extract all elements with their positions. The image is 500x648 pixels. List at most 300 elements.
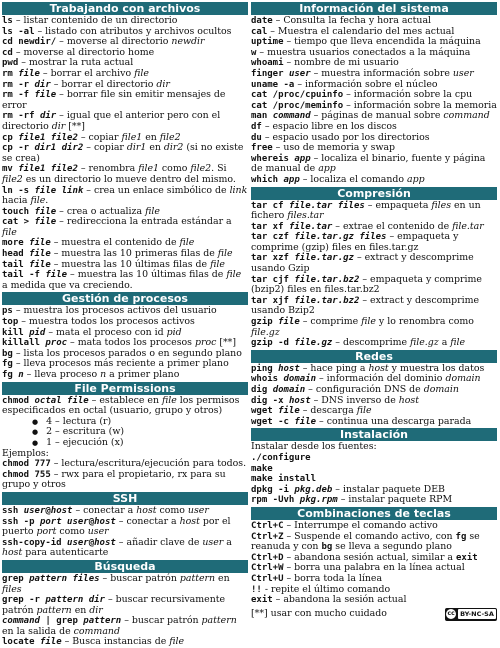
section-title-instalacion: Instalación xyxy=(251,428,497,441)
section-archivos xyxy=(2,16,248,291)
section-sistema xyxy=(251,16,497,186)
entry-text: – comprime xyxy=(299,316,362,328)
entry-text: Ctrl+C xyxy=(251,520,284,531)
entry-text: – espacio usado por los directorios xyxy=(261,131,430,143)
entry-text: (si no existe se crea) xyxy=(2,142,244,164)
entry-text: – buscar recursivamente patrón xyxy=(2,594,226,616)
entry-text: cal xyxy=(251,26,268,37)
entry-text: port xyxy=(36,526,57,538)
entry-text: – borrar el directorio xyxy=(50,78,157,90)
entry-text: df xyxy=(251,121,262,132)
entry-text: file xyxy=(29,238,51,249)
entry-text: rm xyxy=(2,68,19,79)
section-title-procesos: Gestión de procesos xyxy=(2,292,248,305)
entry-text: – redirecciona la entrada estándar a xyxy=(56,216,232,228)
entry-text: pid xyxy=(166,326,182,338)
entry-text: proc xyxy=(45,338,68,349)
entry-text: host xyxy=(136,504,157,516)
entry-text: file xyxy=(29,249,51,260)
entry-text: app xyxy=(406,173,425,185)
entry-text: – muestra los procesos activos del usuario xyxy=(12,305,217,317)
entry-text: [**] xyxy=(216,337,237,349)
entry-text: – mata el proceso con id xyxy=(45,326,167,338)
entry-line xyxy=(2,595,248,616)
entry-text: file xyxy=(34,217,57,228)
entry-text: file xyxy=(161,394,177,406)
entry-text: file1 xyxy=(138,163,159,175)
entry-text: cat > xyxy=(2,217,35,228)
section-title-archivos: Trabajando con archivos xyxy=(2,2,248,15)
entry-text: make xyxy=(251,463,273,474)
entry-text: file.gz xyxy=(251,326,280,338)
entry-text: – empaqueta xyxy=(364,199,432,211)
entry-text: los permisos especificados en octal (usuario, grupo y otros) xyxy=(2,394,240,417)
entry-text: host xyxy=(50,505,73,516)
entry-text: command xyxy=(2,616,40,627)
entry-text: file xyxy=(2,226,17,238)
entry-text: file xyxy=(217,248,233,260)
entry-text: file.tar xyxy=(452,220,484,232)
entry-line xyxy=(251,154,497,175)
section-teclas xyxy=(251,521,497,606)
entry-text: chmod xyxy=(2,395,35,406)
entry-text: domain xyxy=(283,374,317,385)
entry-text: locate xyxy=(2,637,40,648)
entry-text: file xyxy=(294,416,317,427)
entry-text: rm -r xyxy=(2,79,35,90)
entry-text: host xyxy=(398,394,419,406)
entry-text: – descarga xyxy=(299,405,357,417)
entry-text: cd xyxy=(2,47,13,58)
entry-text: – conectar a xyxy=(72,504,137,516)
entry-text: file xyxy=(29,259,51,270)
entry-text: – localiza el binario, fuente y página de manual de xyxy=(251,152,486,175)
entry-line xyxy=(2,370,248,381)
section-permisos xyxy=(2,396,248,491)
entry-text: ● 2 – escritura (w) xyxy=(2,426,124,437)
entry-text: – lectura/escritura/ejecución para todos. xyxy=(50,458,247,470)
entry-line xyxy=(2,217,248,238)
entry-text: user xyxy=(202,536,224,548)
entry-text: file.tar xyxy=(288,221,333,232)
entry-text: – lleva procesos más reciente a primer plano xyxy=(12,358,229,370)
entry-text: – muestra información sobre xyxy=(310,67,453,79)
entry-text: – muestra las 10 últimas filas de xyxy=(67,269,227,281)
section-title-redes: Redes xyxy=(251,350,497,363)
entry-text: octal file xyxy=(34,395,89,406)
entry-text: domain xyxy=(272,385,306,395)
entry-text: en xyxy=(142,131,160,143)
entry-text: – continua una descarga parada xyxy=(316,415,472,427)
entry-text: file xyxy=(179,237,195,249)
entry-text: rm -rf xyxy=(2,111,40,122)
entry-text: – mata todos los procesos xyxy=(67,337,195,349)
entry-text: - repite el último comando xyxy=(261,583,391,595)
entry-text: !! xyxy=(251,584,262,595)
left-column xyxy=(2,1,248,648)
entry-line xyxy=(2,574,248,595)
entry-text: file xyxy=(210,258,225,270)
entry-text: pattern xyxy=(83,616,122,627)
entry-text: make install xyxy=(251,474,317,485)
entry-text: n xyxy=(100,369,107,380)
entry-text: – renombra xyxy=(77,163,139,175)
entry-text: file xyxy=(169,636,185,648)
entry-text: file1 file2 xyxy=(18,164,78,175)
entry-text: file xyxy=(39,637,62,648)
entry-text: domain xyxy=(445,373,481,385)
entry-text: man xyxy=(251,111,273,122)
entry-text: link xyxy=(229,184,248,196)
entry-text: Ctrl+Z xyxy=(251,531,284,542)
entry-text: por el puerto xyxy=(2,515,231,538)
entry-text: cp -r xyxy=(2,143,35,154)
entry-text: – rwx para el propietario, rx para su grupo y otros xyxy=(2,468,226,491)
entry-text: hacia xyxy=(2,195,31,207)
entry-line xyxy=(2,538,248,559)
entry-text: tar xzf xyxy=(251,253,295,264)
entry-text: grep xyxy=(2,573,30,584)
entry-text: @ xyxy=(45,505,51,516)
entry-text: – Consulta la fecha y hora actual xyxy=(272,15,432,26)
entry-text: file.tar.gz files xyxy=(294,232,387,243)
entry-text: dir1 dir2 xyxy=(34,143,84,154)
entry-text: como xyxy=(156,504,188,516)
entry-text: dir xyxy=(39,111,57,122)
entry-text: – muestra las 10 primeras filas de xyxy=(50,248,218,260)
entry-text: pkg.deb xyxy=(294,484,333,495)
entry-text: como xyxy=(56,526,88,538)
entry-text: cd newdir/ xyxy=(2,37,57,48)
entry-text: – instalar paquete RPM xyxy=(337,494,453,506)
cc-logo-icon: cc xyxy=(446,609,456,619)
entry-text: – extrae el contenido de xyxy=(332,220,453,232)
entry-text: proc xyxy=(194,337,217,349)
entry-text: – abandona sesión actual, similar a xyxy=(283,551,456,563)
entry-text: domain xyxy=(423,384,459,395)
entry-line xyxy=(251,396,497,407)
entry-text: – Muestra el calendario del mes actual xyxy=(267,25,455,37)
entry-text: – Busca instancias de xyxy=(61,636,170,648)
entry-text: killall xyxy=(2,338,46,349)
entry-text: tail xyxy=(2,259,30,270)
entry-text: – listar contenido de un directorio xyxy=(12,15,178,26)
section-ssh xyxy=(2,506,248,559)
section-title-permisos: File Permissions xyxy=(2,382,248,395)
entry-text: – moverse al directorio xyxy=(56,36,172,48)
entry-text: ln -s xyxy=(2,185,35,196)
entry-text: dir xyxy=(89,604,103,616)
entry-text: ls -al xyxy=(2,26,35,37)
entry-text: file xyxy=(34,206,57,217)
entry-text: se reanuda y con xyxy=(251,530,480,553)
entry-text: kill xyxy=(2,327,30,338)
entry-text: pattern xyxy=(36,604,72,616)
entry-text: – igual que el anterior pero con el directorio xyxy=(2,110,221,132)
entry-text: newdir xyxy=(171,36,205,48)
entry-line xyxy=(2,517,248,538)
entry-line xyxy=(2,396,248,417)
cc-license-badge xyxy=(445,608,497,621)
entry-text: file2 xyxy=(159,131,181,143)
entry-line xyxy=(251,464,497,475)
entry-text: head xyxy=(2,249,30,260)
entry-text: user xyxy=(87,526,109,538)
entry-text: command xyxy=(272,111,311,122)
entry-line xyxy=(251,595,497,606)
entry-line xyxy=(2,616,248,637)
entry-line xyxy=(251,532,497,553)
entry-line xyxy=(2,164,248,185)
entry-text: – abandona la sesión actual xyxy=(272,594,407,606)
entry-text: en un fichero xyxy=(251,199,481,222)
entry-text: pattern xyxy=(179,572,216,584)
entry-text: dig xyxy=(251,385,273,395)
entry-text: cat /proc/cpuinfo xyxy=(251,90,344,101)
section-title-teclas: Combinaciones de teclas xyxy=(251,507,497,520)
entry-text: du xyxy=(251,132,262,143)
entry-text: file.tar.bz2 xyxy=(294,295,360,306)
entry-text: dpkg -i xyxy=(251,484,295,495)
entry-text: file.gz xyxy=(410,337,439,349)
entry-text: – copiar xyxy=(77,131,122,143)
entry-text: file xyxy=(356,405,372,417)
entry-text: a primer plano xyxy=(106,369,180,380)
entry-text: a medida que va creciendo. xyxy=(2,279,133,291)
entry-text: pattern xyxy=(201,615,237,627)
entry-line xyxy=(251,317,497,338)
entry-text: – empaqueta y comprime (bzip2) files en files.tar.bz2 xyxy=(251,273,482,296)
entry-text: file.tar.bz2 xyxy=(294,274,360,285)
entry-text: ps xyxy=(2,306,13,317)
entry-text: chmod 755 xyxy=(2,469,51,480)
entry-text: dir xyxy=(34,79,51,90)
section-title-compresion: Compresión xyxy=(251,187,497,200)
entry-text: bg xyxy=(321,542,333,553)
entry-text: dir1 xyxy=(126,142,147,154)
entry-text: – instalar paquete DEB xyxy=(332,483,445,495)
entry-text: file1 file2 xyxy=(18,132,78,143)
entry-text: host xyxy=(94,516,116,527)
entry-text: finger xyxy=(251,68,289,79)
entry-text: app xyxy=(294,153,311,164)
entry-text: – buscar patrón xyxy=(121,615,202,627)
entry-text: @ xyxy=(88,537,95,548)
entry-text: file xyxy=(34,90,57,101)
entry-text: – páginas de manual sobre xyxy=(310,110,444,122)
cc-license-label: BY-NC-SA xyxy=(460,609,494,618)
entry-text: – muestra las 10 últimas filas de xyxy=(50,258,211,270)
entry-text: gzip xyxy=(251,317,279,328)
entry-text: ls xyxy=(2,16,13,26)
entry-text: tar xf xyxy=(251,221,289,232)
entry-text: dig -x xyxy=(251,395,289,406)
entry-text: rpm -Uvh xyxy=(251,495,300,506)
entry-text: file xyxy=(278,406,300,417)
entry-text: file2 xyxy=(190,163,212,175)
entry-text: command xyxy=(73,625,120,637)
entry-text: – hace ping a xyxy=(299,362,369,374)
entry-text: – extract y descomprime usando Bzip2 xyxy=(251,294,480,317)
entry-text: y lo renombra como xyxy=(375,316,474,328)
entry-text: exit xyxy=(455,552,478,563)
section-compresion xyxy=(251,201,497,349)
entry-text: date xyxy=(251,16,273,26)
entry-line xyxy=(2,90,248,111)
entry-text: Ctrl+U xyxy=(251,573,284,584)
entry-text: y muestra los datos xyxy=(388,362,485,374)
entry-text: [**] xyxy=(65,120,85,132)
entry-text: host xyxy=(278,363,300,374)
entry-text: cat /proc/meminfo xyxy=(251,100,344,111)
entry-text: dir2 xyxy=(163,142,184,154)
entry-line xyxy=(251,175,497,186)
entry-text: – configuración DNS de xyxy=(305,384,424,395)
entry-text: uname -a xyxy=(251,79,295,90)
entry-text: ssh xyxy=(2,505,24,516)
footer xyxy=(251,608,497,621)
entry-text: cp xyxy=(2,132,19,143)
entry-text: – borra toda la línea xyxy=(283,572,383,584)
entry-text: ssh-copy-id xyxy=(2,537,68,548)
entry-text: – muestra todos los procesos activos xyxy=(18,316,195,328)
entry-text: – información del dominio xyxy=(316,373,446,385)
entry-line xyxy=(251,296,497,317)
section-title-busqueda: Búsqueda xyxy=(2,560,248,573)
footer-note: [**] usar con mucho cuidado xyxy=(251,607,387,619)
entry-text: app xyxy=(283,174,300,185)
section-instalacion xyxy=(251,442,497,506)
entry-text: file xyxy=(361,316,376,328)
entry-text: file link xyxy=(34,185,84,196)
entry-text: top xyxy=(2,317,19,328)
entry-text: tar cjf xyxy=(251,274,295,285)
entry-text: – extract y descomprime usando Gzip xyxy=(251,252,474,275)
entry-text: – conectar a xyxy=(115,515,180,527)
entry-text: . xyxy=(45,195,49,207)
entry-line xyxy=(2,270,248,291)
entry-text: para autenticarte xyxy=(22,547,109,559)
entry-text: user xyxy=(288,68,311,79)
entry-text: app xyxy=(318,163,336,175)
entry-text: pkg.rpm xyxy=(299,495,338,506)
entry-text: en la salida de xyxy=(2,625,74,637)
entry-text: en xyxy=(146,142,164,154)
entry-text: file xyxy=(30,195,46,207)
entry-text: – mostrar la ruta actual xyxy=(18,57,134,69)
entry-text: pattern dir xyxy=(45,595,105,606)
entry-text: Ejemplos: xyxy=(2,447,49,459)
entry-text: – moverse al directorio home xyxy=(12,46,155,58)
entry-text: free xyxy=(251,143,273,154)
entry-text: – empaqueta y comprime (gzip) files en files.tar.gz xyxy=(251,231,459,253)
entry-line xyxy=(251,201,497,222)
entry-text: – tiempo que lleva encendida la máquina xyxy=(283,36,481,48)
entry-text: user xyxy=(23,505,46,516)
entry-text: – crea o actualiza xyxy=(56,205,146,217)
entry-text: – buscar patrón xyxy=(99,572,180,584)
entry-text: – borrar el archivo xyxy=(39,67,135,79)
entry-text: touch xyxy=(2,206,35,217)
entry-text: Ctrl+W xyxy=(251,563,284,574)
entry-text: – nombre de mi usuario xyxy=(283,57,399,69)
entry-text: – información sobre la cpu xyxy=(343,89,473,101)
entry-text: rm -f xyxy=(2,90,35,101)
entry-line xyxy=(251,232,497,253)
entry-text: bg xyxy=(2,348,13,359)
entry-text: | grep xyxy=(39,616,84,627)
entry-text: file xyxy=(145,205,160,217)
entry-line xyxy=(2,470,248,491)
entry-text: – uso de memoria y swap xyxy=(272,142,396,154)
entry-text: dir xyxy=(156,78,170,90)
entry-text: file xyxy=(18,68,40,79)
entry-text: file xyxy=(134,67,149,79)
entry-text: whereis xyxy=(251,153,295,164)
entry-text: Instalar desde los fuentes: xyxy=(251,441,377,453)
entry-text: ping xyxy=(251,363,279,374)
entry-text: como xyxy=(158,163,191,175)
entry-text: – Interrumpe el comando activo xyxy=(283,519,438,531)
entry-text: gzip -d xyxy=(251,338,295,349)
entry-text: – Suspende el comando activo, con xyxy=(283,530,456,542)
entry-text: pattern files xyxy=(29,573,100,584)
entry-text: command xyxy=(443,110,490,122)
entry-text: fg xyxy=(2,370,19,380)
section-procesos xyxy=(2,306,248,380)
entry-text: tail -f xyxy=(2,270,46,281)
entry-text: ● 4 – lectura (r) xyxy=(2,416,111,427)
entry-text: which xyxy=(251,174,284,185)
entry-text: files.tar xyxy=(287,210,324,222)
entry-text: en xyxy=(215,572,230,584)
entry-text: tar cf xyxy=(251,200,289,211)
entry-text: file2 xyxy=(2,173,23,185)
entry-text: w xyxy=(251,47,257,58)
entry-text: user xyxy=(67,537,89,548)
entry-text: – información sobre el núcleo xyxy=(294,78,438,90)
entry-text: fg xyxy=(455,531,467,542)
entry-line xyxy=(251,442,497,453)
entry-text: es un directorio lo mueve dentro del mismo. xyxy=(22,173,236,185)
entry-text: host xyxy=(368,362,389,374)
entry-text: pid xyxy=(29,327,46,338)
entry-text: fg xyxy=(2,359,13,370)
entry-text: – borrar file sin emitir mensajes de error xyxy=(2,89,226,111)
entry-line xyxy=(2,143,248,164)
entry-text: host xyxy=(179,515,200,527)
entry-text: wget xyxy=(251,406,279,417)
entry-text: a xyxy=(438,337,451,349)
entry-text: file.tar files xyxy=(288,200,365,211)
entry-text: a xyxy=(223,536,232,548)
entry-text: – muestra usuarios conectados a la máquina xyxy=(256,46,471,58)
entry-line xyxy=(251,253,497,274)
entry-text: whois xyxy=(251,374,284,385)
entry-text: se lleva a segundo plano xyxy=(332,541,452,553)
entry-text: file xyxy=(45,270,68,281)
entry-text: – listado con atributos y archivos ocultos xyxy=(34,25,232,37)
section-redes xyxy=(251,364,497,428)
entry-text: Ctrl+D xyxy=(251,552,284,563)
entry-text: – información sobre la memoria xyxy=(343,99,497,111)
entry-text: exit xyxy=(251,595,273,606)
entry-text: host xyxy=(2,547,23,559)
entry-text: file xyxy=(226,269,242,281)
entry-text: files xyxy=(431,199,452,211)
entry-text: host xyxy=(288,395,311,406)
entry-text: host xyxy=(94,537,116,548)
